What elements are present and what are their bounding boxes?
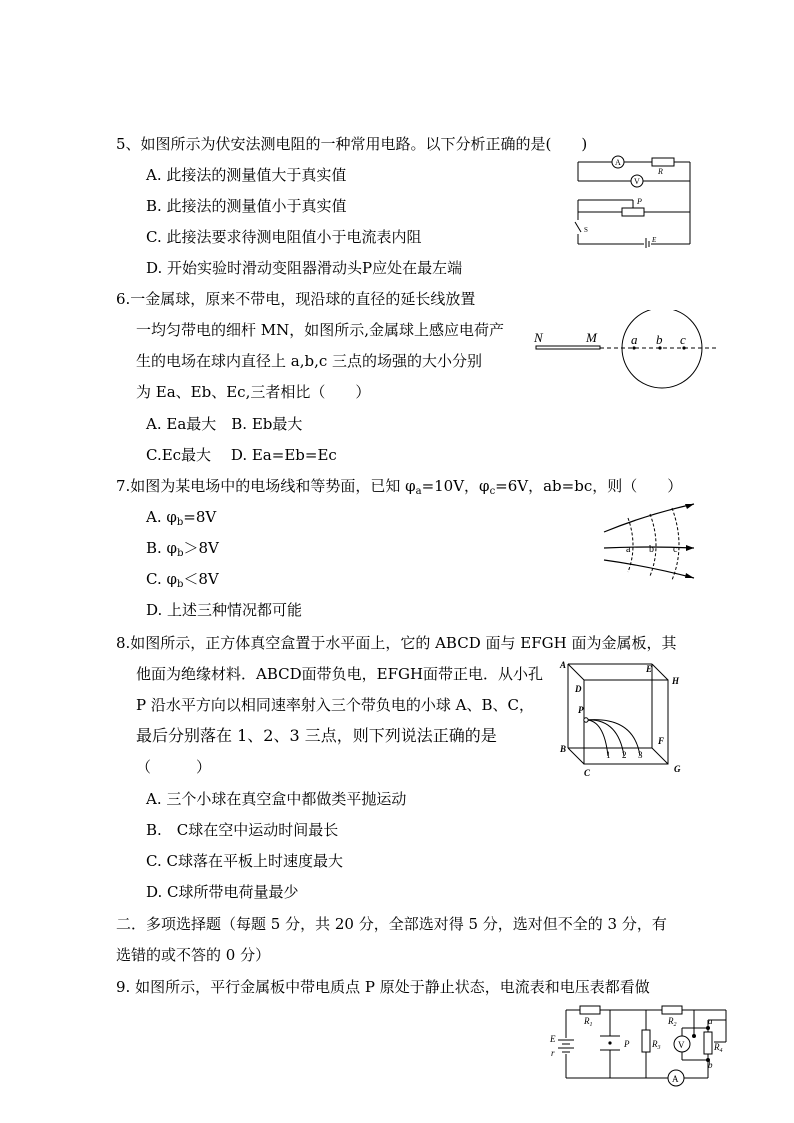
q6-sphere-figure — [530, 310, 730, 392]
q5-fig-voltmeter-label: V — [634, 177, 640, 186]
q7-fig-a-label: a — [626, 544, 631, 555]
q8-option-a: A. 三个小球在真空盒中都做类平抛运动 — [146, 790, 407, 808]
q9-circuit-figure — [546, 1002, 736, 1090]
q7-fig-b-label: b — [649, 544, 654, 555]
q6-stem-line-1: 6.一金属球，原来不带电，现沿球的直径的延长线放置 — [116, 290, 476, 308]
q8-stem-line-1: 8.如图所示，正方体真空盒置于水平面上，它的 ABCD 面与 EFGH 面为金属板，其 — [116, 634, 677, 652]
q9-fig-r4-label: $R_4$ — [714, 1042, 723, 1054]
q9-fig-voltmeter-label: V — [678, 1040, 685, 1050]
q7-option-d: D. 上述三种情况都可能 — [146, 601, 303, 619]
q6-fig-a-label: a — [631, 332, 638, 347]
q6-stem-line-3: 生的电场在球内直径上 a,b,c 三点的场强的大小分别 — [136, 352, 483, 370]
q8-stem-line-2: 他面为绝缘材料．ABCD面带负电，EFGH面带正电．从小孔 — [136, 665, 544, 683]
q9-fig-b-point-label: b — [708, 1060, 713, 1070]
q6-fig-n-label: N — [534, 330, 543, 345]
q6-fig-m-label: M — [586, 330, 597, 345]
q5-fig-r-label: R — [658, 167, 663, 176]
q8-fig-point-1: 1 — [606, 750, 611, 760]
q8-fig-d-label: D — [575, 684, 582, 694]
q8-fig-h-label: H — [672, 676, 680, 686]
q9-fig-p-label: P — [624, 1039, 630, 1049]
q8-cube-figure — [558, 660, 692, 778]
q6-fig-b-label: b — [656, 332, 663, 347]
q5-fig-ammeter-label: A — [615, 158, 621, 167]
q5-fig-p-label: P — [637, 197, 642, 206]
q8-option-c: C. C球落在平板上时速度最大 — [146, 852, 343, 870]
q9-fig-r2-label: $R_2$ — [668, 1016, 677, 1028]
q5-option-c: C. 此接法要求待测电阻值小于电流表内阻 — [146, 228, 422, 246]
q8-stem-line-5: （ ） — [136, 758, 212, 776]
q5-stem: 5、如图所示为伏安法测电阻的一种常用电路。以下分析正确的是( ) — [116, 135, 588, 153]
q9-fig-r3-label: $R_3$ — [652, 1039, 661, 1051]
q8-fig-e-label: E — [646, 664, 653, 674]
q5-fig-e-label: E — [652, 236, 657, 244]
section2-heading-line-1: 二．多项选择题（每题 5 分，共 20 分，全部选对得 5 分，选对但不全的 3 分，有 — [116, 915, 667, 933]
q5-fig-s-label: S — [584, 226, 588, 234]
q6-stem-line-2: 一均匀带电的细杆 MN，如图所示,金属球上感应电荷产 — [136, 321, 505, 339]
q5-option-d: D. 开始实验时滑动变阻器滑动头P应处在最左端 — [146, 259, 463, 277]
q8-fig-a-label: A — [560, 660, 567, 670]
q8-fig-point-2: 2 — [622, 750, 627, 760]
q9-fig-a-point-label: a — [708, 1016, 713, 1026]
q5-option-a: A. 此接法的测量值大于真实值 — [146, 166, 347, 184]
q6-options-ab: A. Ea最大 B. Eb最大 — [146, 415, 303, 433]
q7-fig-c-label: c — [673, 544, 678, 555]
q7-stem: 7.如图为某电场中的电场线和等势面，已知 $\varphi_a=10V$，$\varphi_c=6V$，ab=bc，则（ ） — [116, 477, 683, 497]
q8-stem-line-3: P 沿水平方向以相同速率射入三个带负电的小球 A、B、C， — [136, 696, 534, 714]
q9-fig-r1-label: $R_1$ — [584, 1016, 593, 1028]
q8-stem-line-4: 最后分别落在 1、2、3 三点，则下列说法正确的是 — [136, 726, 497, 745]
q6-stem-line-4: 为 Ea、Eb、Ec,三者相比（ ） — [136, 383, 371, 401]
section2-heading-line-2: 选错的或不答的 0 分） — [116, 946, 271, 964]
q9-stem: 9. 如图所示，平行金属板中带电质点 P 原处于静止状态，电流表和电压表都看做 — [116, 978, 650, 996]
q8-option-b: B. C球在空中运动时间最长 — [146, 821, 339, 839]
q7-option-a: A. $\varphi_b=8V$ — [146, 508, 217, 528]
q8-fig-point-3: 3 — [638, 750, 643, 760]
q8-fig-f-label: F — [658, 736, 665, 746]
q9-fig-ammeter-label: A — [672, 1074, 679, 1084]
q8-fig-c-label: C — [584, 768, 591, 778]
q9-fig-e-label: E — [550, 1034, 556, 1044]
q8-fig-g-label: G — [674, 764, 681, 774]
q5-option-b: B. 此接法的测量值小于真实值 — [146, 197, 347, 215]
q7-option-b: B. $\varphi_b>8V$ — [146, 539, 219, 559]
q6-fig-c-label: c — [680, 332, 686, 347]
q6-options-cd: C.Ec最大 D. Ea=Eb=Ec — [146, 446, 337, 464]
q8-fig-b-label: B — [560, 744, 567, 754]
q8-option-d: D. C球所带电荷量最少 — [146, 883, 299, 901]
q9-fig-r-internal-label: r — [551, 1048, 555, 1058]
q7-field-figure — [598, 498, 700, 582]
q7-option-c: C. $\varphi_b<8V$ — [146, 570, 219, 590]
q5-circuit-figure — [572, 152, 698, 248]
q8-fig-p-label: P — [578, 705, 584, 715]
